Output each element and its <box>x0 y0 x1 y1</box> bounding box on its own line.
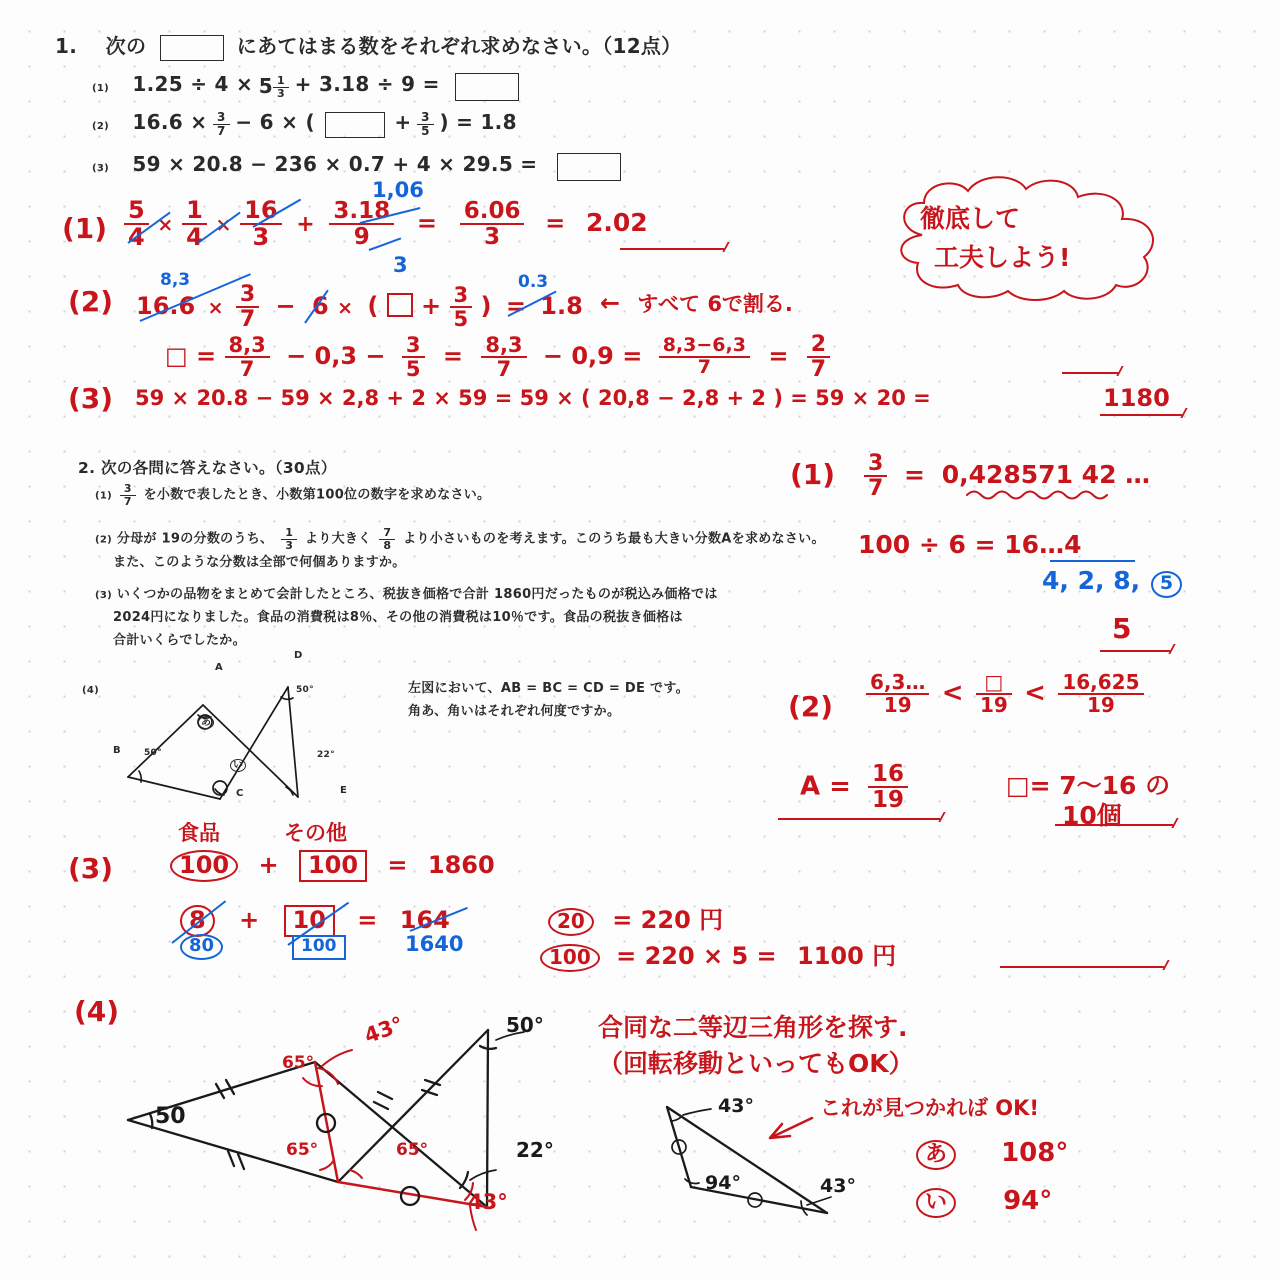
big-fig-angle-65-a: 65° <box>282 1053 315 1073</box>
final-answer-i <box>916 1186 1052 1218</box>
equals-2: = <box>545 209 566 238</box>
small-fig-angle-top: 43° <box>718 1095 754 1117</box>
work2-q1-blue-sequence <box>1042 566 1182 598</box>
frac-63-19: $\frac{6,3\dots}{19}$ <box>866 672 929 716</box>
big-fig-angle-top-43: 43° <box>361 1011 407 1049</box>
fig-label-C: C <box>236 788 244 799</box>
big-fig-angle-apex-50: 50° <box>506 1013 544 1037</box>
blue-digit-sequence: 4, 2, 8, <box>1042 566 1141 595</box>
q3-answer: 1100 円 <box>797 942 897 970</box>
answer-value-i: 94° <box>1003 1186 1053 1216</box>
work2-q3-head-other: その他 <box>284 821 347 845</box>
frac-3-7-q1: $\frac{3}{7}$ <box>120 483 136 507</box>
q3-line-3: 合計いくらでしたか。 <box>113 633 246 648</box>
frac-3-7-work: $\frac{3}{7}$ <box>864 452 887 500</box>
answer-underline-1 <box>620 248 724 250</box>
big-fig-angle-bottom-43: 43° <box>468 1190 508 1214</box>
frac-16625-19: $\frac{16,625}{19}$ <box>1058 672 1143 716</box>
problem1-heading-part-b: にあてはまる数をそれぞれ求めなさい。（12点） <box>236 34 682 58</box>
answer-underline-q3 <box>1000 966 1164 968</box>
times-2: × <box>215 214 232 237</box>
circled-20: 20 <box>548 908 594 936</box>
work1-line2-expression <box>136 283 583 331</box>
frac-606-3: $\frac{6.06}{3}$ <box>460 199 525 249</box>
frac-5-4: $\frac{5}{4}$ <box>124 198 149 250</box>
q3-line-1: いくつかの品物をまとめて会計したところ、税抜き価格で合計 1860円だったものが税込み価格では <box>116 587 718 602</box>
six: 6 <box>312 292 329 321</box>
item2-expr-b: − 6 × ( <box>235 110 315 134</box>
fraction-3-5: $\frac{3}{5}$ <box>417 111 434 137</box>
work2-q3-calc1 <box>548 900 723 936</box>
item2-expr-d: ) = 1.8 <box>439 110 517 134</box>
problem1-heading <box>55 30 682 61</box>
work2-q3-blue-1640: 1640 <box>405 932 464 956</box>
q2-text-c: より小さいものを考えます。このうち最も大きい分数Aを求めなさい。 <box>403 531 825 547</box>
rhs-1-8: 1.8 <box>540 292 583 321</box>
arrow-left: ← <box>600 289 621 317</box>
blue-annotation-83: 8,3 <box>160 270 191 290</box>
frac-3-7: $\frac{3}{7}$ <box>236 283 259 331</box>
big-fig-angle-65-b: 65° <box>286 1140 319 1160</box>
item-number: (2) <box>92 121 109 132</box>
plus-1: + <box>296 212 315 238</box>
fig-angle-B: 50° <box>144 748 162 758</box>
q1-text: を小数で表したとき、小数第100位の数字を求めなさい。 <box>143 487 491 503</box>
work2-q3-label: (3) <box>68 852 114 885</box>
fig-label-E: E <box>340 785 348 796</box>
work2-q3-calc2 <box>540 936 896 972</box>
frac-2-7: $\frac{2}{7}$ <box>807 333 830 381</box>
answer-underline-2 <box>1062 372 1118 374</box>
problem1-item-1 <box>92 72 519 101</box>
q2-number: (2) <box>95 534 112 546</box>
mixed-den: 3 <box>273 87 289 100</box>
times-2: × <box>337 297 353 320</box>
blue-underline-remainder <box>1050 560 1135 562</box>
frac-1-4: $\frac{1}{4}$ <box>182 198 207 250</box>
cloud-text <box>920 200 1070 278</box>
printed-geometry-figure <box>110 665 400 795</box>
frac-box-19: $\frac{□}{19}$ <box>976 672 1012 716</box>
item2-expr-a: 16.6 × <box>132 110 208 134</box>
wavy-underline <box>967 487 1112 501</box>
item1-expr-a: 1.25 ÷ 4 × <box>132 72 254 96</box>
work1-line1-label: (1) <box>62 212 108 245</box>
work1-line3-expression <box>165 333 830 381</box>
boxed-100-other: 100 <box>299 850 367 882</box>
cloud-line-1: 徹底して <box>920 204 1021 233</box>
blue-circled-answer: 5 <box>1151 571 1182 598</box>
plus-2: + <box>239 906 260 934</box>
work2-q4-label: (4) <box>74 995 120 1028</box>
square-placeholder <box>387 293 413 317</box>
answer-underline-q1 <box>1100 650 1170 652</box>
work2-q3-head-food: 食品 <box>178 821 220 845</box>
problem2-q3 <box>95 583 718 602</box>
q3-line-2: 2024円になりました。食品の消費税は8％、その他の消費税は10％です。食品の税抜き価格は <box>113 610 683 625</box>
answer-box-3 <box>557 153 621 181</box>
answer-value-a: 108° <box>1001 1138 1069 1168</box>
total-1860: 1860 <box>427 851 495 879</box>
small-fig-angle-right: 43° <box>820 1175 856 1197</box>
problem2-heading: 2. 次の各問に答えなさい。（30点） <box>78 459 337 477</box>
q3-number: (3) <box>95 590 112 601</box>
total-164: 164 <box>399 906 450 934</box>
q2-text-a: 分母が 19の分数のうち、 <box>116 531 274 547</box>
minus-09-equals: − 0,9 = <box>542 342 643 371</box>
blue-annotation-3: 3 <box>393 253 408 277</box>
big-fig-angle-right-22: 22° <box>516 1138 554 1162</box>
item-number: (3) <box>92 163 109 174</box>
q1-number: (1) <box>95 490 112 502</box>
circled-mark-i: い <box>916 1188 956 1218</box>
work2-q3-row1 <box>170 850 495 882</box>
plus: + <box>421 292 442 321</box>
frac-16-19: $\frac{16}{19}$ <box>868 762 908 812</box>
work1-line1-answer: 2.02 <box>586 208 648 238</box>
frac-83-7b: $\frac{8,3}{7}$ <box>481 334 526 380</box>
equals: = <box>387 851 408 879</box>
work1-line4-expression: 59 × 20.8 − 59 × 2,8 + 2 × 59 = 59 × ( 20,8 − 2,8 + 2 ) = 59 × 20 = <box>135 386 931 410</box>
problem1-item-2 <box>92 110 517 138</box>
fig-angle-E: 22° <box>317 750 335 760</box>
times-1: × <box>157 214 174 237</box>
fig-mark-a: あ <box>198 713 214 728</box>
frac-83-63-7: $\frac{8,3-6,3}{7}$ <box>659 336 750 378</box>
work2-q3-blue-100 <box>292 932 346 960</box>
q2-text-b: より大きく <box>304 531 372 547</box>
cloud-line-2: 工夫しよう! <box>934 242 1071 272</box>
answer-underline-A <box>778 818 940 820</box>
mixed-num: 1 <box>277 74 285 88</box>
work2-q1-division: 100 ÷ 6 = 16…4 <box>858 530 1082 559</box>
circled-80-blue: 80 <box>180 934 223 960</box>
fig-label-B: B <box>113 745 121 756</box>
paren-close: ) <box>480 292 492 321</box>
blue-annotation-03: 0.3 <box>518 272 549 292</box>
note-text: すべて 6で割る. <box>637 292 793 316</box>
less-than-2: < <box>1024 678 1046 708</box>
problem1-heading-part-a: 次の <box>105 34 147 58</box>
minus-03-minus: − 0,3 − <box>286 342 386 371</box>
fraction-3-7: $\frac{3}{7}$ <box>213 111 230 137</box>
A-label: A = <box>800 771 851 802</box>
frac-1-3: $\frac{1}{3}$ <box>281 527 297 551</box>
fig-mark-i: い <box>230 756 246 771</box>
answer-box-heading <box>160 35 224 61</box>
item1-expr-b: + 3.18 ÷ 9 = <box>294 72 440 96</box>
frac-83-7: $\frac{8,3}{7}$ <box>225 334 270 380</box>
expr-16-6: 16.6 <box>136 292 196 321</box>
circled-100: 100 <box>540 944 600 972</box>
times: × <box>207 297 224 320</box>
equals-2: = <box>357 906 378 934</box>
problem1-item-3 <box>92 152 621 181</box>
boxed-100-blue: 100 <box>292 935 346 960</box>
work1-line4-answer: 1180 <box>1103 384 1170 412</box>
answer-underline-count <box>1055 824 1173 826</box>
problem2-q1 <box>95 483 490 507</box>
work1-line2-label: (2) <box>68 285 114 318</box>
work2-q2-count-line1: □= 7〜16 の <box>1006 771 1171 800</box>
mixed-number <box>259 74 289 100</box>
work2-q4-note-1: 合同な二等辺三角形を探す. <box>598 1013 908 1042</box>
equals: = <box>505 292 526 321</box>
item3-expr: 59 × 20.8 − 236 × 0.7 + 4 × 29.5 = <box>132 152 538 176</box>
final-answer-a <box>916 1138 1068 1170</box>
answer-box-2 <box>325 112 385 138</box>
work2-q2-label: (2) <box>788 690 834 723</box>
calc1-text: = 220 円 <box>612 906 724 934</box>
fig-angle-D: 50° <box>296 685 314 695</box>
mixed-int: 5 <box>258 73 273 98</box>
frac-3-5: $\frac{3}{5}$ <box>450 284 473 330</box>
calc2-text: = 220 × 5 = <box>616 942 777 970</box>
blue-annotation-106: 1,06 <box>372 178 424 202</box>
work2-q4-note-2: （回転移動といってもOK） <box>598 1049 914 1078</box>
big-fig-angle-65-c: 65° <box>396 1140 429 1160</box>
fig-label-A: A <box>215 662 224 673</box>
work1-line4-label: (3) <box>68 382 114 415</box>
frac-7-8: $\frac{7}{8}$ <box>379 527 395 551</box>
plus: + <box>258 851 279 879</box>
equals-b: = <box>768 342 789 371</box>
work2-q1-answer: 5 <box>1112 612 1132 645</box>
answer-underline-3 <box>1100 414 1182 416</box>
work2-q2-inequality <box>866 672 1144 716</box>
q4-caption-2: 角あ、角いはそれぞれ何度ですか。 <box>408 704 621 719</box>
fig-label-D: D <box>294 650 303 661</box>
problem2-q2 <box>95 527 825 551</box>
small-fig-angle-left: 94° <box>705 1172 741 1194</box>
work2-q2-count-line2: 10個 <box>1062 801 1122 830</box>
big-fig-angle-left: 50 <box>155 1104 186 1129</box>
work1-line2-note <box>600 288 793 318</box>
minus: − <box>275 292 296 321</box>
equals: = <box>904 460 925 490</box>
frac-3-5b: $\frac{3}{5}$ <box>402 334 425 380</box>
q2-text-d: また、このような分数は全部で何個ありますか。 <box>113 555 406 570</box>
decimal-expansion: 0,428571 42 … <box>941 460 1151 490</box>
circled-mark-a: あ <box>916 1140 956 1170</box>
work2-q1-label: (1) <box>790 458 836 491</box>
box-equals: □ = <box>165 342 217 371</box>
equals-1: = <box>416 209 437 238</box>
item2-expr-c: + <box>394 110 412 134</box>
q4-caption-1: 左図において、AB = BC = CD = DE です。 <box>408 681 689 696</box>
less-than-1: < <box>941 678 964 708</box>
paren-open: ( <box>367 292 379 321</box>
equals-a: = <box>442 342 463 371</box>
work2-q4-note-3: これが見つかれば OK! <box>820 1096 1040 1120</box>
answer-box-1 <box>455 73 519 101</box>
problem1-number: 1. <box>55 34 78 58</box>
work2-q2-answer-A <box>800 762 908 812</box>
circled-8: 8 <box>180 905 215 937</box>
frac-16-3: $\frac{16}{3}$ <box>240 198 281 250</box>
boxed-10: 10 <box>284 905 335 937</box>
frac-318-9: $\frac{3.18}{9}$ <box>329 199 394 249</box>
circled-100-food: 100 <box>170 850 238 882</box>
item-number: (1) <box>92 83 109 94</box>
q4-number: (4) <box>82 685 99 696</box>
work2-q3-blue-80 <box>180 932 223 960</box>
